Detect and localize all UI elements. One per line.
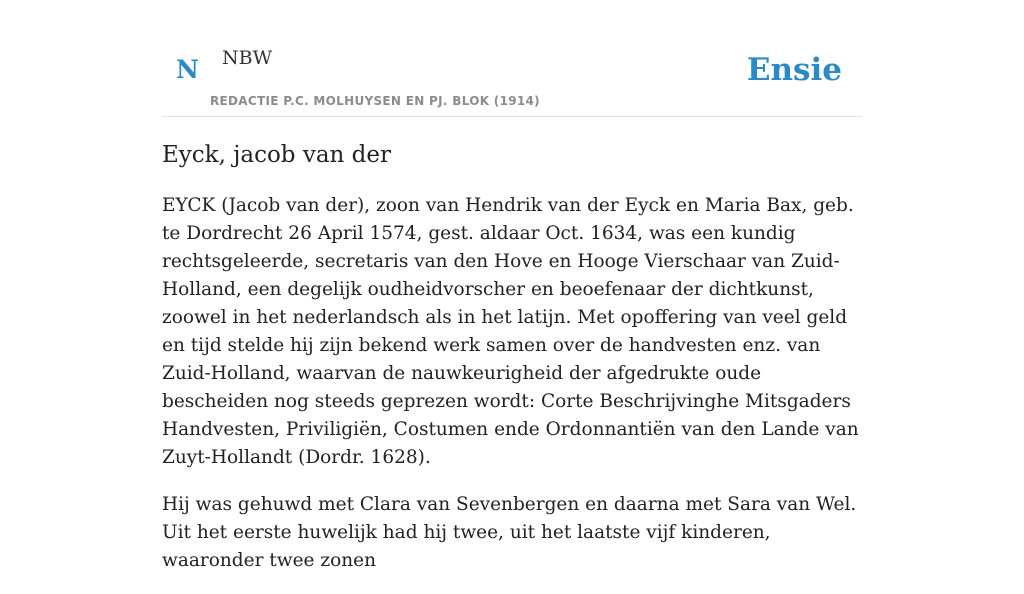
brand-logo-link[interactable]: Ensie <box>746 52 842 88</box>
source-subtitle: REDACTIE P.C. MOLHUYSEN EN PJ. BLOK (1914) <box>210 94 540 108</box>
article-title: Eyck, jacob van der <box>162 142 391 168</box>
header <box>162 0 862 117</box>
source-name-link[interactable]: NBW <box>222 47 273 69</box>
source-logo-icon[interactable]: N <box>176 55 199 84</box>
article-paragraph: EYCK (Jacob van der), zoon van Hendrik van der Eyck en Maria Bax, geb. te Dordrecht 26 April 1574, gest. aldaar Oct. 1634, was een kundig rechtsgeleerde, secretaris van den Hove en Hooge Vierschaar van Zuid-Holland, een degelijk oudheidvorscher en beoefenaar der dichtkunst, zoowel in het nederlandsch als in het latijn. Met opoffering van veel geld en tijd stelde hij zijn bekend werk samen over de handvesten enz. van Zuid-Holland, waarvan de nauwkeurigheid der afgedrukte oude bescheiden nog steeds geprezen wordt: Corte Beschrijvinghe Mitsgaders Handvesten, Priviligiën, Costumen ende Ordonnantiën van den Lande van Zuyt-Hollandt (Dordr. 1628). <box>162 195 859 468</box>
article-body <box>162 192 862 594</box>
article-paragraph: Hij was gehuwd met Clara van Sevenbergen en daarna met Sara van Wel. Uit het eerste huwelijk had hij twee, uit het laatste vijf kinderen, waaronder twee zonen <box>162 494 857 571</box>
